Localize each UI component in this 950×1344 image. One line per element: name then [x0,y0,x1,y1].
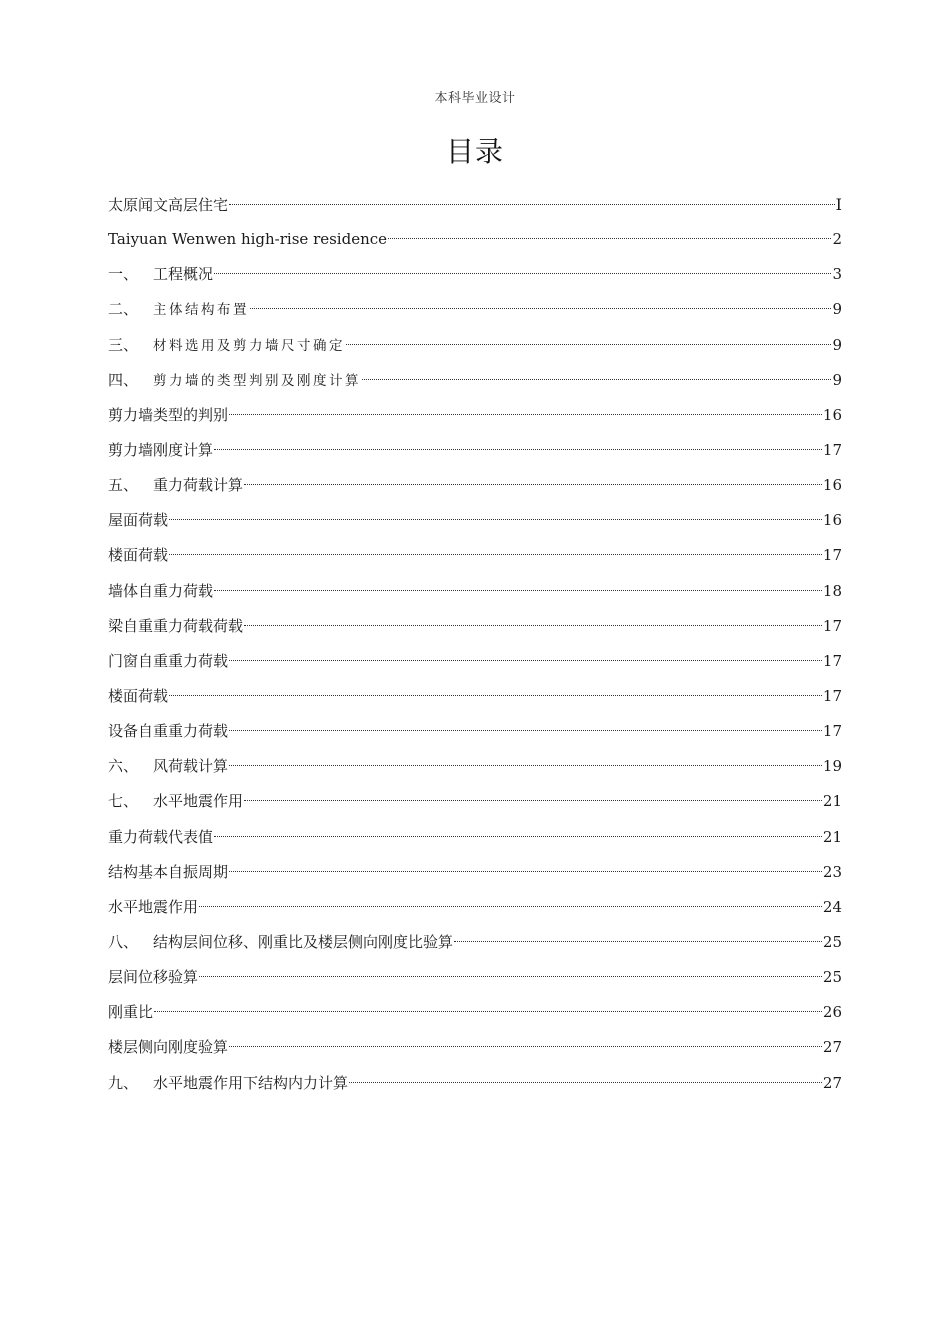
toc-entry[interactable] [108,820,842,855]
toc-entry-label [108,855,228,890]
toc-entry-page-number: 24 [822,897,842,916]
toc-entry[interactable] [108,995,842,1030]
toc-entry-page-number: 23 [822,862,842,881]
toc-dot-leader [229,765,822,766]
toc-entry-label [108,820,213,855]
toc-entry-text: 墙体自重力荷载 [108,581,214,600]
toc-entry-label [108,574,213,609]
toc-dot-leader [244,625,822,626]
toc-entry-text: 太原闻文高层住宅 [108,196,229,214]
toc-entry-page-number: 27 [822,1038,842,1057]
toc-entry-text: 楼面荷载 [108,546,169,565]
toc-dot-leader [199,906,822,907]
toc-dot-leader [229,660,822,661]
toc-entry-text: 结构基本自振周期 [108,862,229,881]
toc-dot-leader [250,308,831,309]
toc-entry-number: 八、 [108,932,139,951]
toc-dot-leader [229,204,835,205]
toc-dot-leader [454,941,822,942]
toc-entry-number: 四、 [108,370,139,389]
toc-entry[interactable] [108,433,842,468]
toc-entry-text: 重力荷载代表值 [108,827,214,846]
toc-entry[interactable] [108,222,842,257]
toc-entry-text: 主体结构布置 [153,302,250,319]
toc-entry-text: 剪力墙刚度计算 [108,440,214,459]
running-header: 本科毕业设计 [434,91,516,106]
toc-dot-leader [229,730,822,731]
toc-entry-page-number: 9 [832,335,842,354]
toc-entry-number: 九、 [108,1073,139,1092]
toc-dot-leader [388,238,831,239]
toc-entry-label [108,784,243,819]
toc-dot-leader [169,695,822,696]
toc-entry-page-number: 27 [822,1073,842,1092]
toc-dot-leader [169,554,822,555]
toc-dot-leader [154,1011,822,1012]
toc-entry-label [108,188,228,223]
toc-entry-text: 楼面荷载 [108,686,169,705]
toc-dot-leader [229,414,822,415]
toc-entry-label [108,1030,228,1065]
toc-entry-page-number: 18 [822,581,842,600]
toc-entry-label [108,398,228,433]
toc-entry-label [108,714,228,749]
toc-entry-text: 工程概况 [153,265,214,284]
toc-dot-leader [214,449,822,450]
toc-entry-page-number: 17 [822,651,842,670]
toc-entry[interactable] [108,925,842,960]
toc-entry-text: 风荷载计算 [153,757,229,776]
toc-entry-page-number: 17 [822,546,842,565]
toc-entry-text: 层间位移验算 [108,968,199,987]
toc-dot-leader [349,1082,822,1083]
toc-dot-leader [214,590,822,591]
toc-entry-page-number: 16 [822,476,842,495]
toc-entry-number: 一、 [108,265,139,284]
toc-entry-page-number: 17 [822,440,842,459]
toc-entry-page-number: I [835,195,842,214]
toc-entry-number: 二、 [108,300,139,319]
toc-entry-label [108,960,198,995]
toc-entry-page-number: 19 [822,757,842,776]
toc-entry-text: 水平地震作用下结构内力计算 [153,1073,349,1092]
toc-entry[interactable] [108,257,842,292]
toc-entry[interactable] [108,855,842,890]
toc-entry-label [108,609,243,644]
toc-dot-leader [169,519,822,520]
toc-dot-leader [199,976,822,977]
toc-entry-text: 楼层侧向刚度验算 [108,1038,229,1057]
toc-entry-text: 设备自重重力荷载 [108,722,229,741]
toc-entry-page-number: 21 [822,827,842,846]
toc-entry-label [108,257,213,292]
toc-list [108,187,842,1101]
toc-entry-page-number: 2 [832,230,842,249]
toc-dot-leader [346,344,831,345]
toc-entry[interactable] [108,609,842,644]
toc-entry-label [108,328,345,364]
toc-entry[interactable] [108,679,842,714]
toc-entry[interactable] [108,644,842,679]
toc-dot-leader [214,836,822,837]
toc-entry-label [108,890,198,925]
toc-entry-text: 结构层间位移、刚重比及楼层侧向刚度比验算 [153,932,454,951]
toc-entry-page-number: 25 [822,932,842,951]
toc-entry-label [108,925,453,960]
toc-entry[interactable] [108,468,842,503]
toc-entry-text: 刚重比 [108,1003,154,1022]
toc-dot-leader [362,379,831,380]
toc-entry[interactable] [108,1030,842,1065]
toc-entry[interactable] [108,784,842,819]
toc-entry-text: 梁自重重力荷载荷载 [108,616,244,635]
toc-dot-leader [229,1046,822,1047]
toc-entry-page-number: 16 [822,511,842,530]
toc-entry[interactable] [108,538,842,573]
toc-entry-number: 六、 [108,757,139,776]
toc-entry[interactable] [108,574,842,609]
toc-entry-label [108,538,168,573]
toc-entry[interactable] [108,749,842,784]
toc-entry-page-number: 16 [822,405,842,424]
toc-entry-text: 剪力墙的类型判别及刚度计算 [153,372,362,389]
toc-entry-label [108,292,249,328]
toc-dot-leader [244,484,822,485]
toc-dot-leader [244,800,822,801]
toc-entry[interactable] [108,398,842,433]
toc-entry-page-number: 25 [822,968,842,987]
toc-entry[interactable] [108,714,842,749]
toc-entry-label [108,644,228,679]
toc-entry[interactable] [108,292,842,327]
toc-entry[interactable] [108,890,842,925]
toc-entry-text: 水平地震作用 [153,792,244,811]
toc-entry-text: 水平地震作用 [108,897,199,916]
toc-entry[interactable] [108,363,842,398]
toc-entry-label [108,222,387,257]
toc-entry-text: 门窗自重重力荷载 [108,651,229,670]
toc-entry-text: 重力荷载计算 [153,476,244,495]
toc-entry-page-number: 17 [822,686,842,705]
toc-entry-page-number: 26 [822,1003,842,1022]
toc-entry-number: 五、 [108,476,139,495]
toc-dot-leader [214,273,831,274]
toc-entry[interactable] [108,187,842,222]
toc-entry-page-number: 9 [832,370,842,389]
toc-entry-page-number: 17 [822,616,842,635]
toc-entry[interactable] [108,503,842,538]
toc-entry-page-number: 17 [822,722,842,741]
toc-entry[interactable] [108,1066,842,1101]
toc-entry-page-number: 21 [822,792,842,811]
toc-entry[interactable] [108,960,842,995]
toc-entry-text: Taiyuan Wenwen high-rise residence [108,230,388,249]
toc-entry-text: 屋面荷载 [108,511,169,530]
toc-entry-label [108,1066,348,1101]
toc-entry-number: 七、 [108,792,139,811]
toc-entry-number: 三、 [108,335,139,354]
toc-entry-label [108,363,361,399]
toc-entry-label [108,503,168,538]
toc-entry-page-number: 3 [832,265,842,284]
toc-entry-label [108,433,213,468]
toc-entry-text: 剪力墙类型的判别 [108,405,229,424]
toc-entry-text: 材料选用及剪力墙尺寸确定 [153,337,346,354]
toc-entry[interactable] [108,328,842,363]
toc-dot-leader [229,871,822,872]
toc-entry-label [108,679,168,714]
toc-entry-label [108,995,153,1030]
toc-title: 目录 [445,135,504,168]
toc-entry-label [108,749,228,784]
toc-entry-page-number: 9 [832,300,842,319]
toc-entry-label [108,468,243,503]
